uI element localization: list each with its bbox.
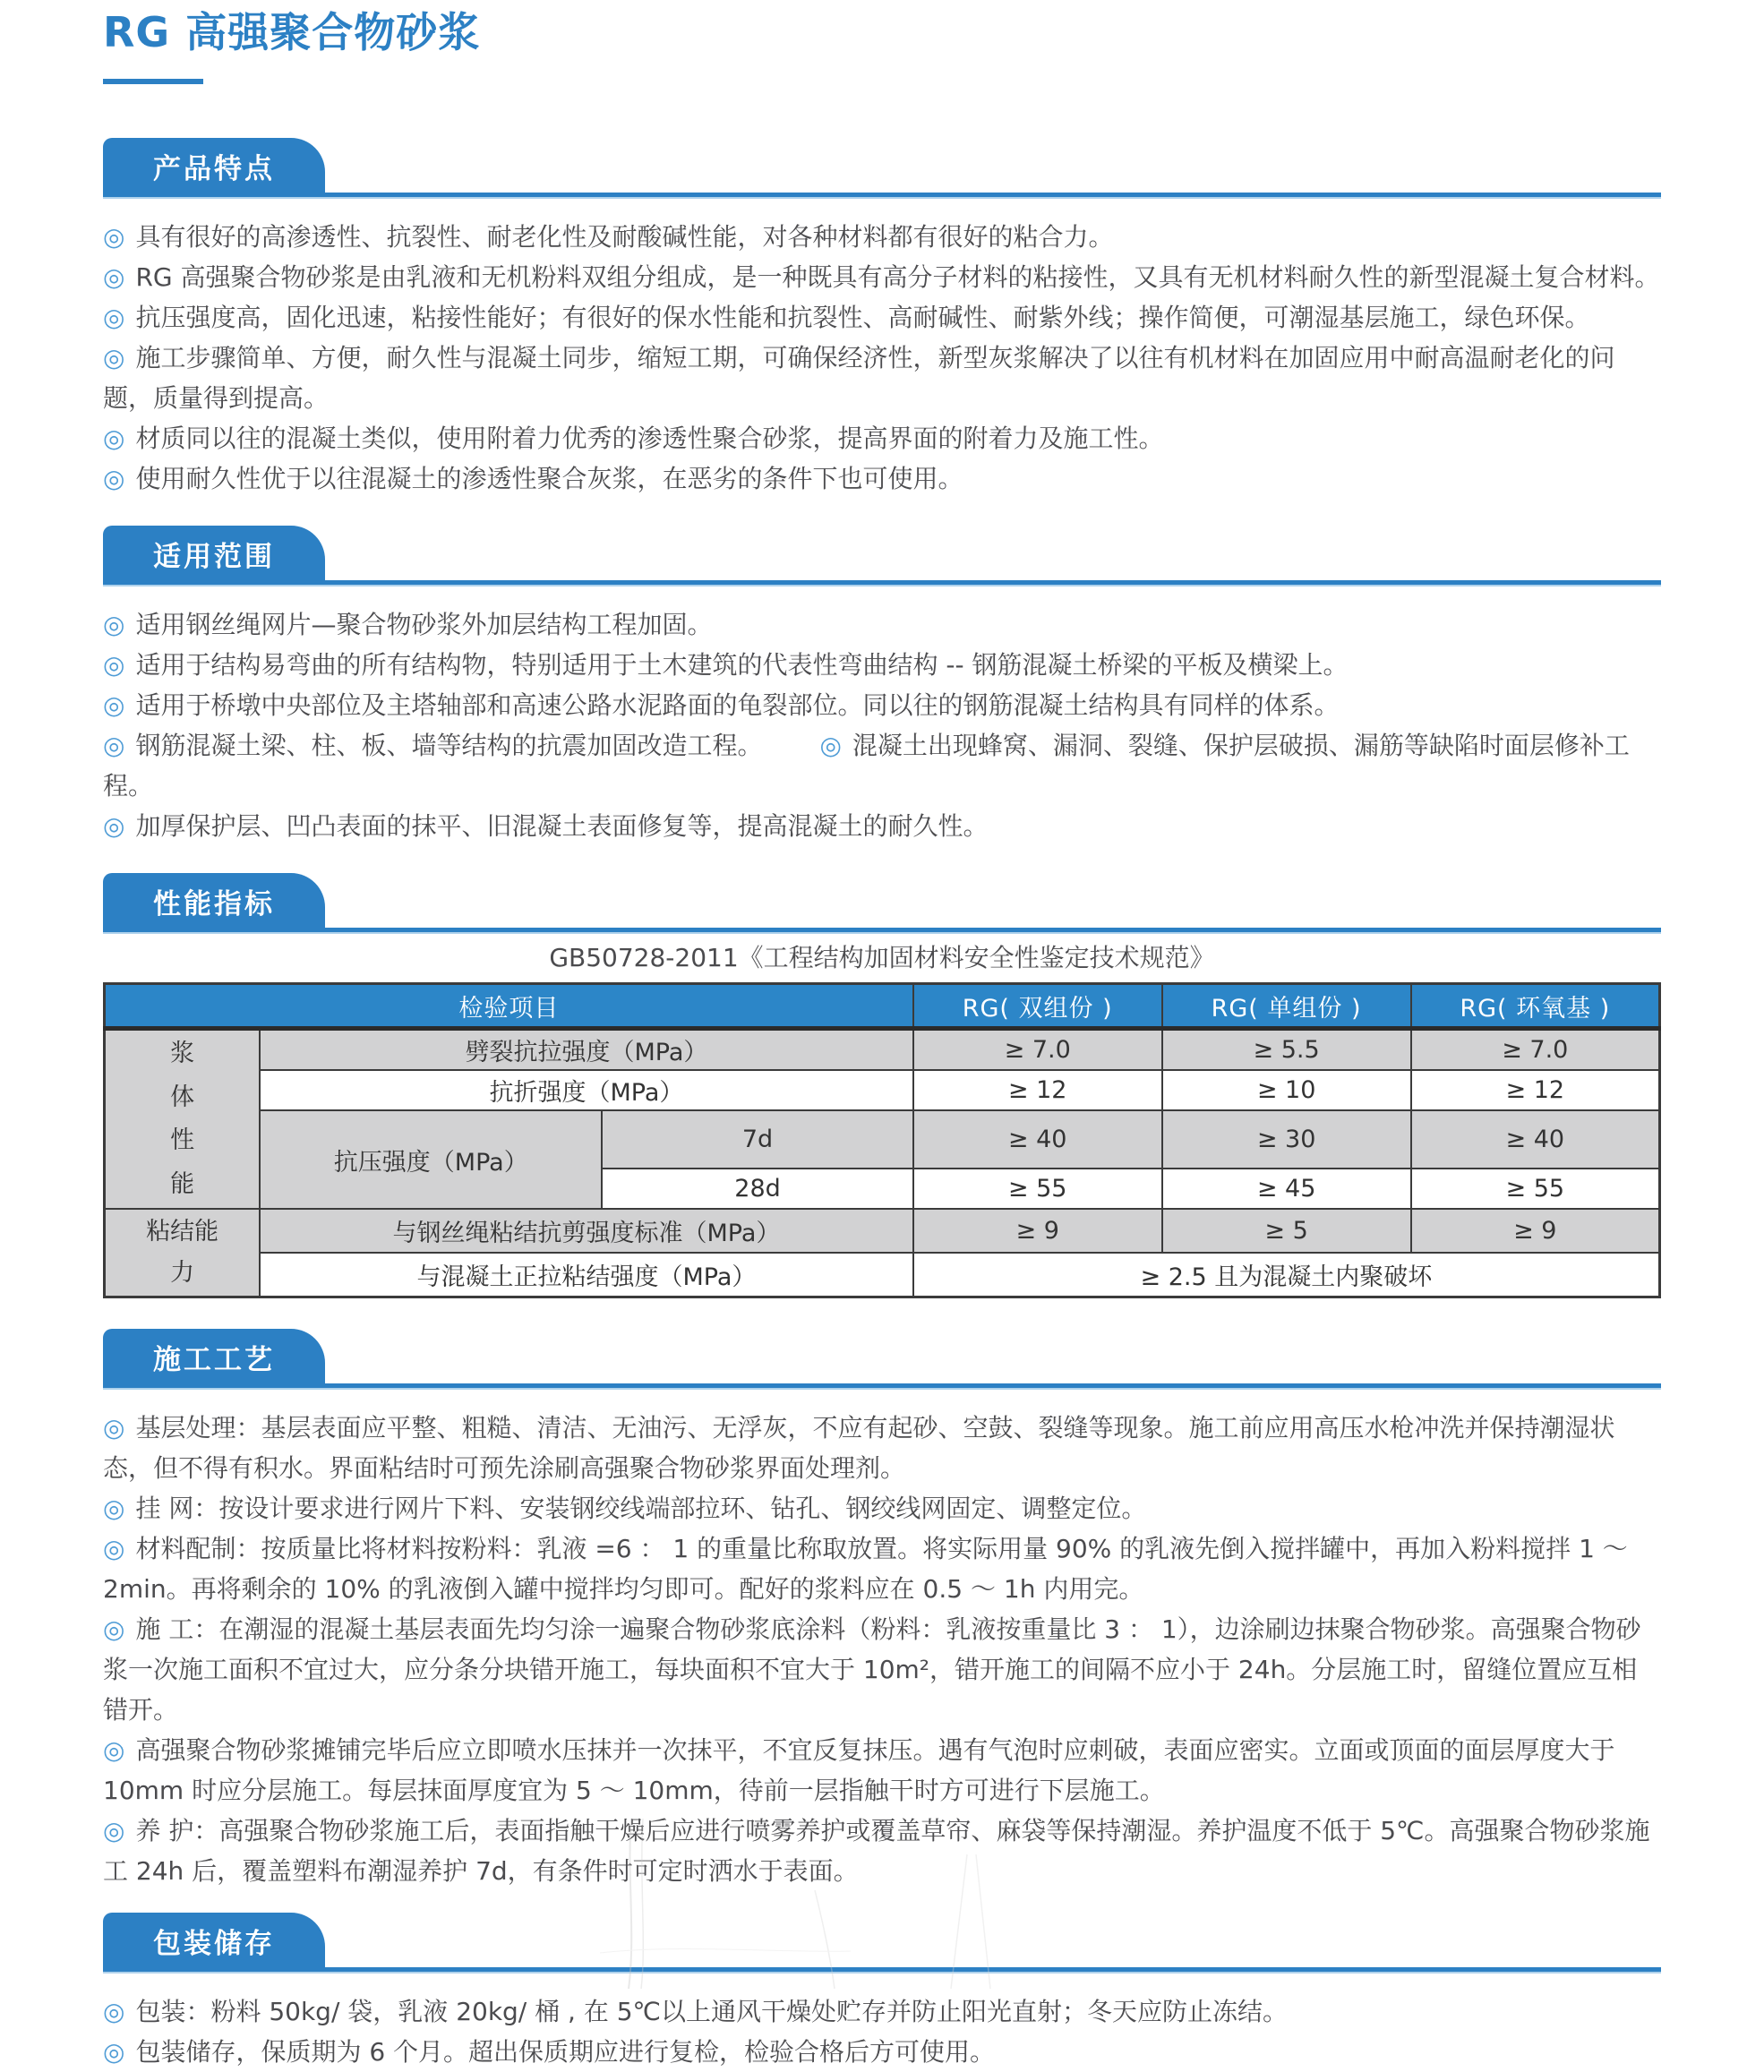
bullet-icon: ◎ xyxy=(103,650,125,680)
bullet-item xyxy=(103,1528,1661,1609)
bullet-icon: ◎ xyxy=(103,1494,125,1524)
value-cell: ≥ 40 xyxy=(1411,1110,1660,1169)
section-performance-index xyxy=(103,873,1661,1298)
section-tab-performance-index xyxy=(103,873,325,929)
bullet-item xyxy=(103,217,1661,257)
section-tab-product-features xyxy=(103,138,325,193)
bullet-item xyxy=(103,806,1661,846)
header-cell-rg-two-part: RG( 双组份 ) xyxy=(913,984,1162,1029)
bullet-text: 高强聚合物砂浆摊铺完毕后应立即喷水压抹并一次抹平，不宜反复抹压。遇有气泡时应刺破，表面应密实。立面或顶面的面层厚度大于 10mm 时应分层施工。每层抹面厚度宜为 5 ～ 10mm，待前一层指触干时方可进行下层施工。 xyxy=(103,1735,1615,1806)
section-construction-process xyxy=(103,1329,1661,1891)
page-title: RG 高强聚合物砂浆 xyxy=(103,8,481,56)
section-rule xyxy=(103,193,1661,199)
bullet-text: 使用耐久性优于以往混凝土的渗透性聚合灰浆，在恶劣的条件下也可使用。 xyxy=(135,464,963,493)
bullet-text: RG 高强聚合物砂浆是由乳液和无机粉料双组分组成，是一种既具有高分子材料的粘接性，又具有无机材料耐久性的新型混凝土复合材料。 xyxy=(135,262,1660,292)
value-cell: ≥ 10 xyxy=(1162,1070,1411,1110)
header-cell-item: 检验项目 xyxy=(105,984,913,1029)
table-row xyxy=(105,1029,1660,1071)
section-heading: 适用范围 xyxy=(153,540,275,573)
bullet-icon: ◎ xyxy=(103,1816,125,1846)
header-cell-rg-one-part: RG( 单组份 ) xyxy=(1162,984,1411,1029)
bullet-list xyxy=(103,604,1661,846)
value-cell: ≥ 12 xyxy=(913,1070,1162,1110)
subrow-name-28d: 28d xyxy=(602,1169,912,1209)
bullet-icon: ◎ xyxy=(103,1997,125,2027)
section-product-features xyxy=(103,138,1661,499)
section-rule xyxy=(103,580,1661,586)
table-row xyxy=(105,1070,1660,1110)
row-name-shear: 与钢丝绳粘结抗剪强度标准（MPa） xyxy=(260,1209,913,1253)
value-cell: ≥ 9 xyxy=(913,1209,1162,1253)
bullet-list xyxy=(103,1991,1661,2072)
bullet-text: 包装储存，保质期为 6 个月。超出保质期应进行复检，检验合格后方可使用。 xyxy=(135,2037,996,2068)
bullet-list xyxy=(103,1408,1661,1891)
bullet-item xyxy=(103,645,1661,685)
bullet-text: 施 工：在潮湿的混凝土基层表面先均匀涂一遍聚合物砂浆底涂料（粉料：乳液按重量比 3 ： 1），边涂刷边抹聚合物砂浆。高强聚合物砂浆一次施工面积不宜过大，应分条分块错开施工，每块面积不宜大于 10m²，错开施工的间隔不应小于 24h。分层施工时，留缝位置应互相错开。 xyxy=(103,1614,1641,1725)
value-cell: ≥ 5 xyxy=(1162,1209,1411,1253)
value-cell: ≥ 12 xyxy=(1411,1070,1660,1110)
bullet-icon: ◎ xyxy=(819,731,842,760)
table-header-row xyxy=(105,984,1660,1029)
value-cell: ≥ 55 xyxy=(1411,1169,1660,1209)
table-row xyxy=(105,1253,1660,1297)
bullet-text: 混凝土出现蜂窝、漏洞、裂缝、保护层破损、漏筋等缺陷时面层修补工程。 xyxy=(103,731,1630,801)
value-cell: ≥ 5.5 xyxy=(1162,1029,1411,1071)
value-cell: ≥ 9 xyxy=(1411,1209,1660,1253)
section-heading: 施工工艺 xyxy=(153,1343,275,1376)
bullet-icon: ◎ xyxy=(103,1735,125,1766)
standard-caption: GB50728-2011《工程结构加固材料安全性鉴定技术规范》 xyxy=(549,943,1215,972)
bullet-text: 材料配制：按质量比将材料按粉料：乳液 =6 ： 1 的重量比称取放置。将实际用量 90% 的乳液先倒入搅拌罐中，再加入粉料搅拌 1 ～ 2min。再将剩余的 10% 的乳液倒入罐中搅拌均匀即可。配好的浆料应在 0.5 ～ 1h 内用完。 xyxy=(103,1534,1628,1605)
group-label-text: 浆体性能 xyxy=(170,1040,195,1198)
value-cell-merged: ≥ 2.5 且为混凝土内聚破坏 xyxy=(913,1253,1660,1297)
bullet-icon: ◎ xyxy=(103,1534,125,1564)
bullet-item xyxy=(103,1488,1661,1528)
bullet-item xyxy=(103,458,1661,499)
value-cell: ≥ 7.0 xyxy=(913,1029,1162,1071)
header-cell-rg-epoxy: RG( 环氧基 ) xyxy=(1411,984,1660,1029)
section-heading: 产品特点 xyxy=(153,152,275,185)
row-name-tensile-bond: 与混凝土正拉粘结强度（MPa） xyxy=(260,1253,913,1297)
bullet-icon: ◎ xyxy=(103,464,125,493)
bullet-item xyxy=(103,1811,1661,1891)
bullet-item xyxy=(103,418,1661,458)
row-name-flexural: 抗折强度（MPa） xyxy=(260,1070,913,1110)
section-heading: 性能指标 xyxy=(153,887,275,920)
bullet-text: 材质同以往的混凝土类似，使用附着力优秀的渗透性聚合砂浆，提高界面的附着力及施工性。 xyxy=(135,424,1164,453)
bullet-text: 钢筋混凝土梁、柱、板、墙等结构的抗震加固改造工程。 xyxy=(135,731,763,760)
value-cell: ≥ 55 xyxy=(913,1169,1162,1209)
bullet-icon: ◎ xyxy=(103,811,125,841)
bullet-icon: ◎ xyxy=(103,424,125,453)
group-label-bonding xyxy=(105,1209,261,1297)
bullet-icon: ◎ xyxy=(103,690,125,720)
bullet-item xyxy=(103,297,1661,338)
bullet-text: 挂 网：按设计要求进行网片下料、安装钢绞线端部拉环、钻孔、钢绞线网固定、调整定位。 xyxy=(135,1494,1147,1524)
bullet-icon: ◎ xyxy=(103,1413,125,1443)
value-cell: ≥ 30 xyxy=(1162,1110,1411,1169)
bullet-icon: ◎ xyxy=(103,610,125,639)
section-rule xyxy=(103,1383,1661,1390)
bullet-item xyxy=(103,1408,1661,1488)
bullet-text: 加厚保护层、凹凸表面的抹平、旧混凝土表面修复等，提高混凝土的耐久性。 xyxy=(135,811,989,841)
section-application-scope xyxy=(103,526,1661,846)
bullet-item xyxy=(103,1609,1661,1730)
bullet-icon: ◎ xyxy=(103,343,125,372)
bullet-icon: ◎ xyxy=(103,222,125,252)
section-tab-construction-process xyxy=(103,1329,325,1384)
bullet-text: 包装：粉料 50kg/ 袋，乳液 20kg/ 桶 , 在 5℃以上通风干燥处贮存并防止阳光直射；冬天应防止冻结。 xyxy=(135,1997,1289,2027)
bullet-item xyxy=(103,725,1661,806)
performance-table xyxy=(103,982,1661,1298)
bullet-item xyxy=(103,2032,1661,2072)
section-heading: 包装储存 xyxy=(153,1927,275,1960)
bullet-text: 适用于桥墩中央部位及主塔轴部和高速公路水泥路面的龟裂部位。同以往的钢筋混凝土结构具有同样的体系。 xyxy=(135,690,1340,720)
bullet-icon: ◎ xyxy=(103,1614,125,1645)
section-tab-application-scope xyxy=(103,526,325,581)
section-rule xyxy=(103,928,1661,934)
group-label-slurry xyxy=(105,1029,261,1210)
section-rule xyxy=(103,1967,1661,1974)
bullet-list xyxy=(103,217,1661,499)
bullet-icon: ◎ xyxy=(103,303,125,332)
bullet-item xyxy=(103,1730,1661,1811)
bullet-item xyxy=(103,1991,1661,2032)
bullet-item xyxy=(103,604,1661,645)
section-packaging-storage xyxy=(103,1913,1661,2072)
bullet-text: 抗压强度高，固化迅速，粘接性能好；有很好的保水性能和抗裂性、高耐碱性、耐紫外线；操作简便，可潮湿基层施工，绿色环保。 xyxy=(135,303,1590,332)
section-tab-packaging-storage xyxy=(103,1913,325,1968)
bullet-text: 具有很好的高渗透性、抗裂性、耐老化性及耐酸碱性能，对各种材料都有很好的粘合力。 xyxy=(135,222,1114,252)
group-label-text: 粘结能力 xyxy=(146,1218,219,1288)
value-cell: ≥ 45 xyxy=(1162,1169,1411,1209)
bullet-text: 养 护：高强聚合物砂浆施工后，表面指触干燥后应进行喷雾养护或覆盖草帘、麻袋等保持潮湿。养护温度不低于 5℃。高强聚合物砂浆施工 24h 后，覆盖塑料布潮湿养护 7d，有条件时可定时洒水于表面。 xyxy=(103,1816,1650,1887)
table-row xyxy=(105,1110,1660,1169)
bullet-text: 适用钢丝绳网片—聚合物砂浆外加层结构工程加固。 xyxy=(135,610,713,639)
bullet-text: 基层处理：基层表面应平整、粗糙、清洁、无油污、无浮灰，不应有起砂、空鼓、裂缝等现象。施工前应用高压水枪冲洗并保持潮湿状态，但不得有积水。界面粘结时可预先涂刷高强聚合物砂浆界面处理剂。 xyxy=(103,1413,1615,1484)
value-cell: ≥ 7.0 xyxy=(1411,1029,1660,1071)
bullet-item xyxy=(103,685,1661,725)
bullet-item xyxy=(103,338,1661,418)
bullet-text: 施工步骤简单、方便，耐久性与混凝土同步，缩短工期，可确保经济性，新型灰浆解决了以往有机材料在加固应用中耐高温耐老化的问题，质量得到提高。 xyxy=(103,343,1615,413)
bullet-icon: ◎ xyxy=(103,731,125,760)
bullet-text: 适用于结构易弯曲的所有结构物，特别适用于土木建筑的代表性弯曲结构 -- 钢筋混凝土桥梁的平板及横梁上。 xyxy=(135,650,1349,680)
title-underline xyxy=(103,79,203,84)
row-name-split-tensile: 劈裂抗拉强度（MPa） xyxy=(260,1029,913,1071)
value-cell: ≥ 40 xyxy=(913,1110,1162,1169)
bullet-icon: ◎ xyxy=(103,2037,125,2068)
table-row xyxy=(105,1209,1660,1253)
bullet-icon: ◎ xyxy=(103,262,125,292)
row-name-compressive: 抗压强度（MPa） xyxy=(260,1110,602,1209)
subrow-name-7d: 7d xyxy=(602,1110,912,1169)
bullet-item xyxy=(103,257,1661,297)
